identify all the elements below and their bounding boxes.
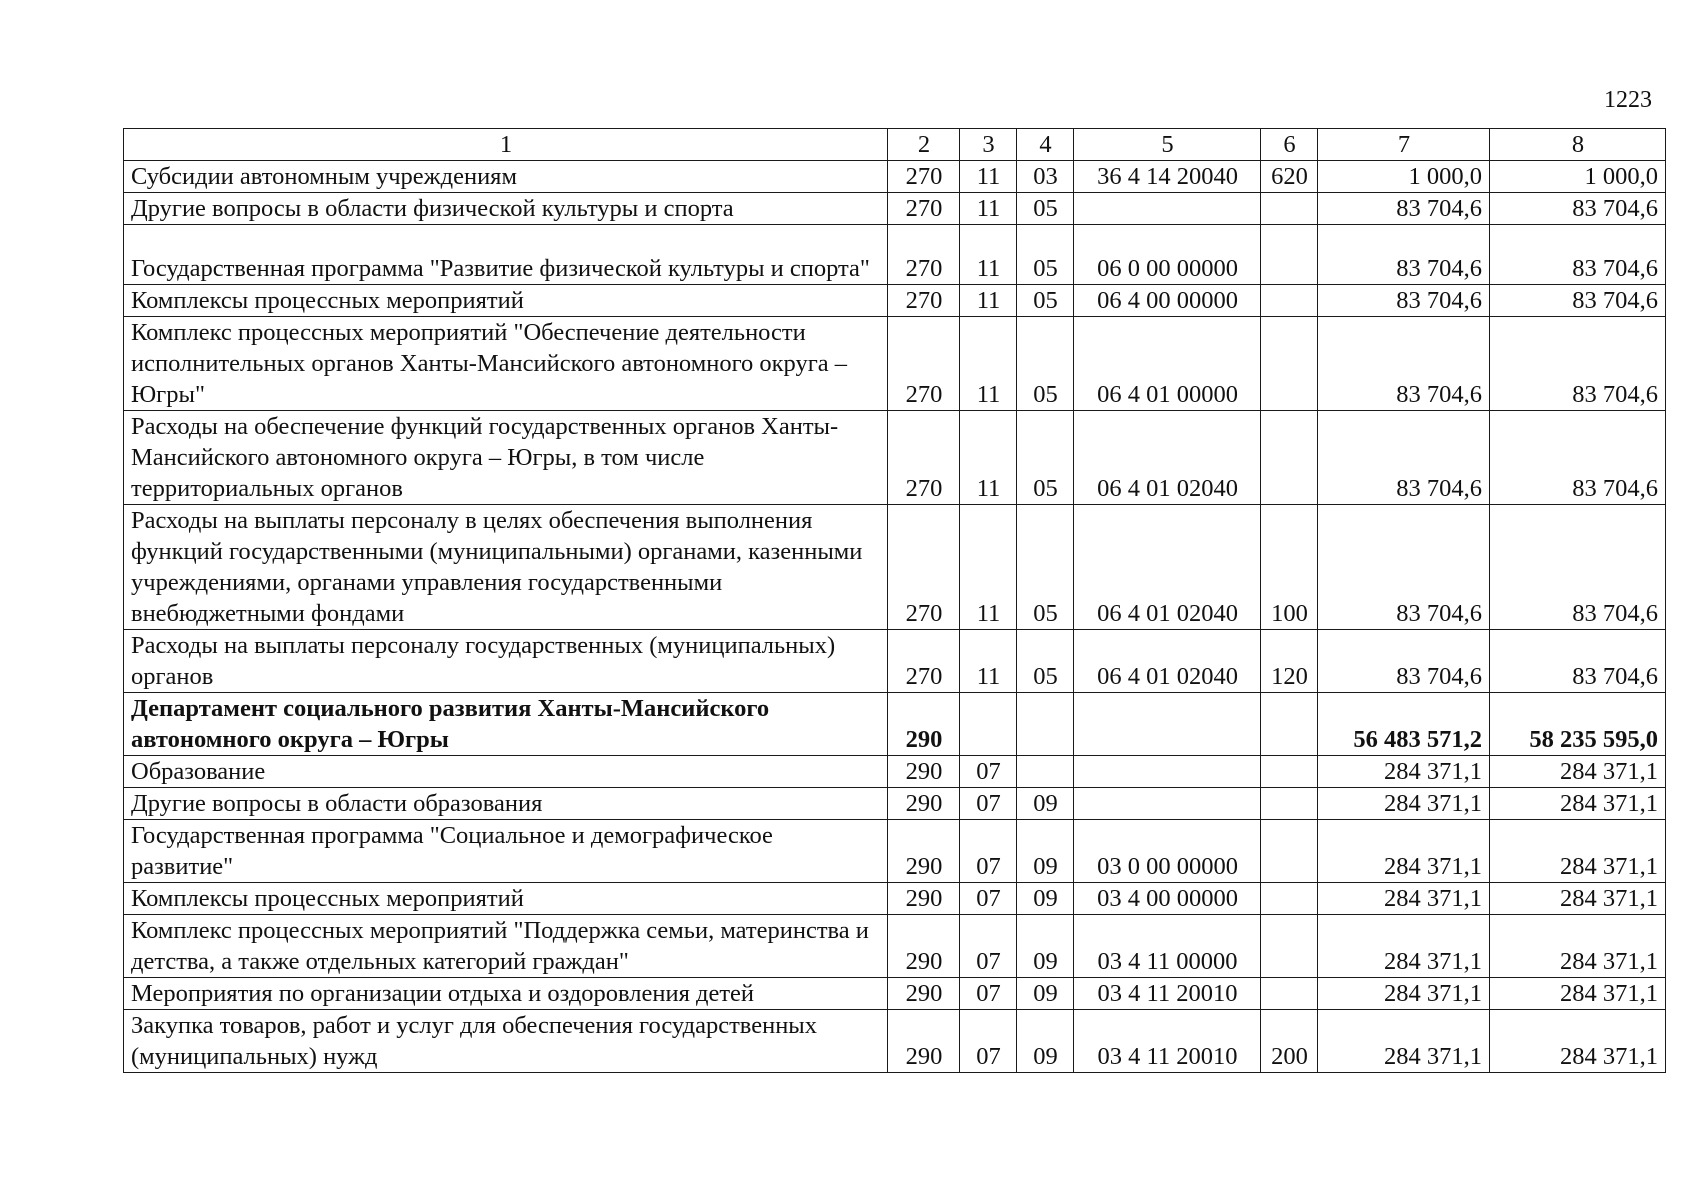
cell-name: Государственная программа "Развитие физической культуры и спорта" <box>124 225 888 285</box>
table-row <box>124 161 1666 193</box>
cell-subsection: 05 <box>1017 317 1074 411</box>
table-row <box>124 915 1666 978</box>
cell-target-article: 06 4 01 02040 <box>1074 505 1261 630</box>
cell-ministry-code: 290 <box>888 693 960 756</box>
cell-subsection: 05 <box>1017 505 1074 630</box>
cell-ministry-code: 270 <box>888 225 960 285</box>
cell-section: 11 <box>960 317 1017 411</box>
cell-subsection <box>1017 693 1074 756</box>
cell-section: 07 <box>960 820 1017 883</box>
cell-subsection: 09 <box>1017 883 1074 915</box>
cell-section: 07 <box>960 756 1017 788</box>
header-col-1: 1 <box>124 129 888 161</box>
table-row <box>124 630 1666 693</box>
cell-amount-year-1: 284 371,1 <box>1318 788 1490 820</box>
cell-name: Субсидии автономным учреждениям <box>124 161 888 193</box>
cell-ministry-code: 270 <box>888 285 960 317</box>
cell-target-article: 06 4 01 00000 <box>1074 317 1261 411</box>
cell-expense-type <box>1261 883 1318 915</box>
cell-ministry-code: 290 <box>888 788 960 820</box>
cell-expense-type <box>1261 915 1318 978</box>
cell-amount-year-1: 83 704,6 <box>1318 225 1490 285</box>
cell-name: Расходы на обеспечение функций государственных органов Ханты-Мансийского автономного округа – Югры, в том числе территориальных органов <box>124 411 888 505</box>
cell-target-article: 03 4 11 20010 <box>1074 978 1261 1010</box>
cell-subsection: 05 <box>1017 411 1074 505</box>
cell-target-article <box>1074 693 1261 756</box>
cell-section: 11 <box>960 505 1017 630</box>
table-row <box>124 505 1666 630</box>
cell-name: Департамент социального развития Ханты-Мансийского автономного округа – Югры <box>124 693 888 756</box>
cell-amount-year-1: 83 704,6 <box>1318 193 1490 225</box>
cell-amount-year-2: 284 371,1 <box>1490 915 1666 978</box>
table-row <box>124 285 1666 317</box>
cell-target-article <box>1074 756 1261 788</box>
cell-amount-year-2: 83 704,6 <box>1490 285 1666 317</box>
cell-target-article: 03 4 11 00000 <box>1074 915 1261 978</box>
cell-amount-year-2: 83 704,6 <box>1490 505 1666 630</box>
cell-section <box>960 693 1017 756</box>
cell-target-article: 03 4 11 20010 <box>1074 1010 1261 1073</box>
cell-expense-type <box>1261 788 1318 820</box>
cell-amount-year-1: 284 371,1 <box>1318 883 1490 915</box>
cell-subsection: 09 <box>1017 820 1074 883</box>
cell-subsection: 09 <box>1017 915 1074 978</box>
budget-table-body <box>124 129 1666 1073</box>
page-number: 1223 <box>1604 87 1652 113</box>
cell-target-article: 06 0 00 00000 <box>1074 225 1261 285</box>
cell-ministry-code: 270 <box>888 411 960 505</box>
header-col-6: 6 <box>1261 129 1318 161</box>
cell-amount-year-1: 284 371,1 <box>1318 756 1490 788</box>
table-row <box>124 411 1666 505</box>
cell-ministry-code: 270 <box>888 630 960 693</box>
cell-amount-year-2: 284 371,1 <box>1490 883 1666 915</box>
cell-amount-year-2: 284 371,1 <box>1490 756 1666 788</box>
cell-name: Комплексы процессных мероприятий <box>124 883 888 915</box>
cell-section: 11 <box>960 225 1017 285</box>
cell-amount-year-2: 58 235 595,0 <box>1490 693 1666 756</box>
cell-name: Другие вопросы в области физической культуры и спорта <box>124 193 888 225</box>
cell-section: 11 <box>960 411 1017 505</box>
table-row <box>124 317 1666 411</box>
cell-name: Образование <box>124 756 888 788</box>
cell-ministry-code: 270 <box>888 193 960 225</box>
cell-subsection: 05 <box>1017 630 1074 693</box>
cell-ministry-code: 270 <box>888 161 960 193</box>
budget-table <box>123 128 1666 1073</box>
cell-expense-type <box>1261 820 1318 883</box>
table-row <box>124 978 1666 1010</box>
cell-amount-year-2: 284 371,1 <box>1490 788 1666 820</box>
cell-name: Мероприятия по организации отдыха и оздоровления детей <box>124 978 888 1010</box>
cell-expense-type: 200 <box>1261 1010 1318 1073</box>
cell-ministry-code: 290 <box>888 820 960 883</box>
cell-subsection: 05 <box>1017 193 1074 225</box>
cell-amount-year-2: 83 704,6 <box>1490 317 1666 411</box>
cell-amount-year-1: 83 704,6 <box>1318 505 1490 630</box>
table-row <box>124 693 1666 756</box>
cell-target-article: 06 4 00 00000 <box>1074 285 1261 317</box>
table-header-row <box>124 129 1666 161</box>
cell-ministry-code: 270 <box>888 317 960 411</box>
table-row <box>124 883 1666 915</box>
cell-expense-type: 100 <box>1261 505 1318 630</box>
cell-amount-year-1: 284 371,1 <box>1318 820 1490 883</box>
header-col-2: 2 <box>888 129 960 161</box>
cell-subsection: 09 <box>1017 1010 1074 1073</box>
header-col-8: 8 <box>1490 129 1666 161</box>
cell-amount-year-2: 1 000,0 <box>1490 161 1666 193</box>
cell-amount-year-2: 284 371,1 <box>1490 1010 1666 1073</box>
cell-subsection: 05 <box>1017 285 1074 317</box>
cell-amount-year-2: 284 371,1 <box>1490 978 1666 1010</box>
cell-section: 07 <box>960 1010 1017 1073</box>
cell-amount-year-1: 83 704,6 <box>1318 411 1490 505</box>
cell-amount-year-1: 284 371,1 <box>1318 1010 1490 1073</box>
cell-section: 07 <box>960 883 1017 915</box>
cell-subsection: 03 <box>1017 161 1074 193</box>
cell-subsection <box>1017 756 1074 788</box>
cell-amount-year-1: 83 704,6 <box>1318 285 1490 317</box>
cell-ministry-code: 290 <box>888 978 960 1010</box>
cell-expense-type <box>1261 411 1318 505</box>
cell-name: Комплекс процессных мероприятий "Поддержка семьи, материнства и детства, а также отдельных категорий граждан" <box>124 915 888 978</box>
cell-expense-type <box>1261 317 1318 411</box>
cell-ministry-code: 290 <box>888 883 960 915</box>
cell-expense-type <box>1261 285 1318 317</box>
cell-expense-type <box>1261 978 1318 1010</box>
cell-expense-type: 120 <box>1261 630 1318 693</box>
header-col-3: 3 <box>960 129 1017 161</box>
table-row <box>124 756 1666 788</box>
header-col-4: 4 <box>1017 129 1074 161</box>
table-row <box>124 193 1666 225</box>
cell-amount-year-2: 83 704,6 <box>1490 225 1666 285</box>
cell-target-article: 03 0 00 00000 <box>1074 820 1261 883</box>
cell-amount-year-2: 284 371,1 <box>1490 820 1666 883</box>
cell-section: 11 <box>960 285 1017 317</box>
cell-target-article: 03 4 00 00000 <box>1074 883 1261 915</box>
cell-section: 11 <box>960 630 1017 693</box>
cell-ministry-code: 290 <box>888 1010 960 1073</box>
cell-name: Другие вопросы в области образования <box>124 788 888 820</box>
cell-name: Комплекс процессных мероприятий "Обеспечение деятельности исполнительных органов Ханты-Мансийского автономного округа – Югры" <box>124 317 888 411</box>
cell-expense-type <box>1261 193 1318 225</box>
cell-expense-type <box>1261 225 1318 285</box>
cell-amount-year-1: 83 704,6 <box>1318 317 1490 411</box>
cell-section: 07 <box>960 978 1017 1010</box>
cell-expense-type: 620 <box>1261 161 1318 193</box>
cell-target-article: 06 4 01 02040 <box>1074 411 1261 505</box>
header-col-5: 5 <box>1074 129 1261 161</box>
cell-expense-type <box>1261 756 1318 788</box>
cell-ministry-code: 270 <box>888 505 960 630</box>
cell-amount-year-2: 83 704,6 <box>1490 630 1666 693</box>
cell-ministry-code: 290 <box>888 915 960 978</box>
cell-expense-type <box>1261 693 1318 756</box>
cell-target-article: 36 4 14 20040 <box>1074 161 1261 193</box>
cell-amount-year-2: 83 704,6 <box>1490 193 1666 225</box>
table-row <box>124 225 1666 285</box>
cell-name: Комплексы процессных мероприятий <box>124 285 888 317</box>
cell-subsection: 09 <box>1017 788 1074 820</box>
cell-section: 07 <box>960 915 1017 978</box>
cell-name: Расходы на выплаты персоналу государственных (муниципальных) органов <box>124 630 888 693</box>
table-row <box>124 1010 1666 1073</box>
cell-target-article: 06 4 01 02040 <box>1074 630 1261 693</box>
cell-amount-year-1: 284 371,1 <box>1318 915 1490 978</box>
cell-amount-year-1: 1 000,0 <box>1318 161 1490 193</box>
header-col-7: 7 <box>1318 129 1490 161</box>
cell-name: Расходы на выплаты персоналу в целях обеспечения выполнения функций государственными (муниципальными) органами, казенными учреждениями, органами управления государственными внебюджетными фондами <box>124 505 888 630</box>
cell-subsection: 09 <box>1017 978 1074 1010</box>
cell-name: Государственная программа "Социальное и демографическое развитие" <box>124 820 888 883</box>
cell-amount-year-1: 56 483 571,2 <box>1318 693 1490 756</box>
cell-section: 11 <box>960 193 1017 225</box>
table-row <box>124 820 1666 883</box>
cell-ministry-code: 290 <box>888 756 960 788</box>
cell-amount-year-1: 284 371,1 <box>1318 978 1490 1010</box>
cell-amount-year-1: 83 704,6 <box>1318 630 1490 693</box>
table-row <box>124 788 1666 820</box>
cell-section: 07 <box>960 788 1017 820</box>
cell-target-article <box>1074 788 1261 820</box>
cell-name: Закупка товаров, работ и услуг для обеспечения государственных (муниципальных) нужд <box>124 1010 888 1073</box>
cell-amount-year-2: 83 704,6 <box>1490 411 1666 505</box>
cell-target-article <box>1074 193 1261 225</box>
cell-section: 11 <box>960 161 1017 193</box>
cell-subsection: 05 <box>1017 225 1074 285</box>
